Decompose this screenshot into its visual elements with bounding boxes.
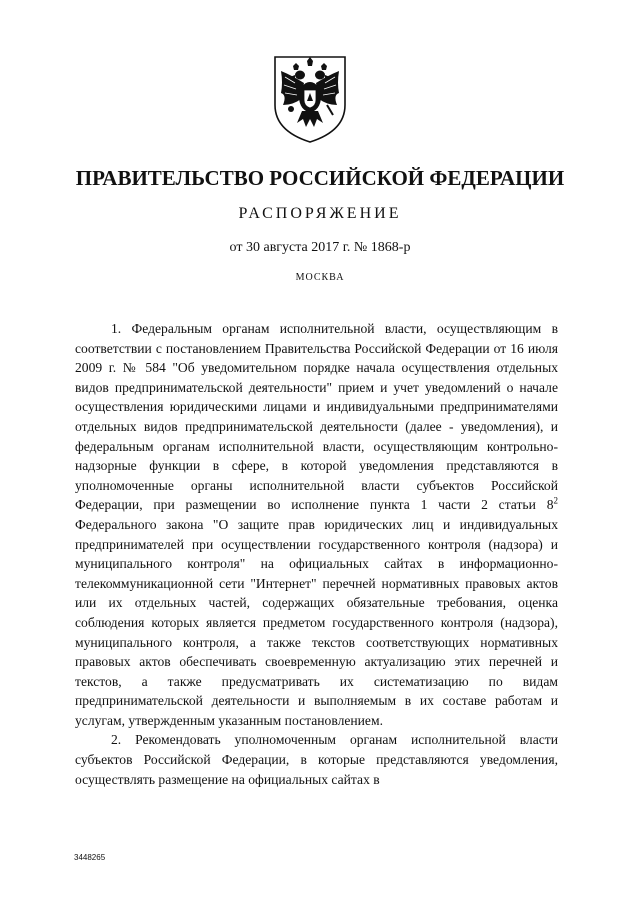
russian-coat-of-arms-icon — [271, 53, 349, 145]
document-body — [75, 319, 558, 789]
document-type: РАСПОРЯЖЕНИЕ — [238, 205, 402, 222]
document-code: 3448265 — [74, 853, 106, 862]
paragraph-2: 2. Рекомендовать уполномоченным органам исполнительной власти субъектов Российской Федерации, в которые представляются уведомления, осуществлять размещение на официальных сайтах в — [75, 732, 558, 787]
city-name: МОСКВА — [295, 272, 345, 283]
article-superscript: 2 — [553, 495, 558, 506]
paragraph-1 — [75, 319, 558, 730]
paragraph-1-text-a: 1. Федеральным органам исполнительной власти, осуществляющим в соответствии с постановлением Правительства Российской Федерации от 16 июля 2009 г. № 584 "Об уведомительном порядке начала осуществления отдельных видов предпринимательской деятельности" прием и учет уведомлений о начале осуществления юридическими лицами и индивидуальными предпринимателями отдельных видов предпринимательской деятельности (далее - уведомления), и федеральным органам исполнительной власти, осуществляющим контрольно-надзорные функции в сфере, в которой уведомления представляются в уполномоченные органы исполнительной власти субъектов Российской Федерации, при размещении во исполнение пункта 1 части 2 статьи 8 — [75, 321, 558, 513]
document-date-number: от 30 августа 2017 г. № 1868-р — [229, 240, 411, 255]
government-title: ПРАВИТЕЛЬСТВО РОССИЙСКОЙ ФЕДЕРАЦИИ — [75, 166, 565, 190]
paragraph-1-text-b: Федерального закона "О защите прав юридических лиц и индивидуальных предпринимателей при осуществлении государственного контроля (надзора) и муниципального контроля" на официальных сайтах в информационно-телекоммуникационной сети "Интернет" перечней нормативных правовых актов или их отдельных частей, содержащих обязательные требования, оценка соблюдения которых является предметом государственного контроля (надзора), муниципального контроля, а также текстов соответствующих нормативных правовых актов обеспечивать своевременную актуализацию этих перечней и текстов, а также предусматривать их систематизацию по видам предпринимательской деятельности и выполняемым в их составе работам и услугам, утвержденным указанным постановлением. — [75, 516, 558, 728]
